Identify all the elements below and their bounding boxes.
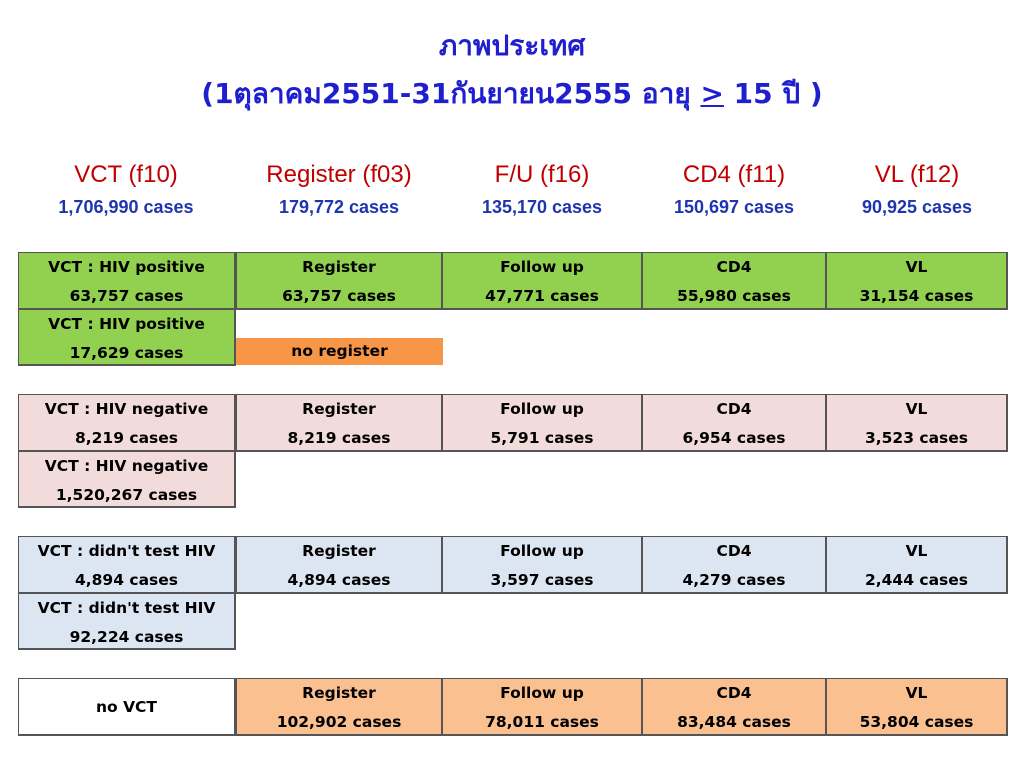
negative-cd4-cell [642, 394, 827, 452]
vct-positive-sub-label: VCT : HIV positive [48, 315, 205, 333]
summary-cd4-label: CD4 (f11) [682, 161, 786, 188]
summary-register-label: Register (f03) [266, 161, 412, 188]
novct-vl-count: 53,804 cases [859, 713, 974, 731]
positive-cd4-cell [642, 252, 827, 310]
summary-vl-label: VL (f12) [874, 161, 960, 188]
positive-followup-label: Follow up [500, 258, 584, 276]
vct-notest-label: VCT : didn't test HIV [37, 542, 216, 560]
positive-register-cell [236, 252, 443, 310]
negative-followup-label: Follow up [500, 400, 584, 418]
vct-negative-cell [18, 394, 236, 452]
summary-vl-count: 90,925 cases [861, 197, 973, 217]
no-vct-cell: no VCT [18, 678, 236, 736]
summary-vct [18, 158, 234, 222]
vct-positive-count: 63,757 cases [69, 287, 184, 305]
positive-register-label: Register [302, 258, 376, 276]
negative-register-cell [236, 394, 443, 452]
vct-negative-label: VCT : HIV negative [44, 400, 209, 418]
novct-register-count: 102,902 cases [276, 713, 402, 731]
summary-vct-label: VCT (f10) [74, 161, 178, 188]
novct-vl-cell [826, 678, 1008, 736]
summary-cd4 [642, 158, 826, 222]
greater-equal-symbol: > [700, 77, 724, 110]
novct-cd4-count: 83,484 cases [677, 713, 791, 731]
positive-vl-count: 31,154 cases [859, 287, 974, 305]
notest-cd4-cell [642, 536, 827, 594]
positive-followup-count: 47,771 cases [485, 287, 599, 305]
negative-cd4-label: CD4 [716, 400, 752, 418]
notest-register-count: 4,894 cases [287, 571, 391, 589]
notest-followup-label: Follow up [500, 542, 584, 560]
summary-followup-label: F/U (f16) [494, 161, 590, 188]
novct-vl-label: VL [905, 684, 928, 702]
positive-cd4-label: CD4 [716, 258, 752, 276]
summary-register [236, 158, 442, 222]
summary-vct-count: 1,706,990 cases [58, 197, 194, 217]
summary-row [0, 158, 1024, 228]
novct-cd4-label: CD4 [716, 684, 752, 702]
summary-followup-count: 135,170 cases [481, 197, 603, 217]
notest-vl-label: VL [905, 542, 928, 560]
vct-positive-cell [18, 252, 236, 310]
summary-followup [442, 158, 642, 222]
negative-vl-cell [826, 394, 1008, 452]
novct-cd4-cell [642, 678, 827, 736]
positive-followup-cell [442, 252, 643, 310]
negative-register-label: Register [302, 400, 376, 418]
notest-register-cell [236, 536, 443, 594]
novct-register-label: Register [302, 684, 376, 702]
negative-followup-cell [442, 394, 643, 452]
novct-followup-cell [442, 678, 643, 736]
negative-vl-label: VL [905, 400, 928, 418]
page-title: ภาพประเทศ [438, 29, 586, 62]
vct-notest-sub-label: VCT : didn't test HIV [37, 599, 216, 617]
novct-register-cell [236, 678, 443, 736]
vct-notest-sub-cell [18, 593, 236, 650]
notest-cd4-label: CD4 [716, 542, 752, 560]
positive-register-count: 63,757 cases [282, 287, 396, 305]
summary-vl [826, 158, 1008, 222]
vct-notest-cell [18, 536, 236, 594]
negative-vl-count: 3,523 cases [864, 429, 969, 447]
notest-followup-cell [442, 536, 643, 594]
vct-negative-sub-cell [18, 451, 236, 508]
novct-followup-count: 78,011 cases [485, 713, 599, 731]
notest-vl-cell [826, 536, 1008, 594]
no-register-cell: no register [236, 338, 443, 365]
summary-register-count: 179,772 cases [278, 197, 400, 217]
notest-register-label: Register [302, 542, 376, 560]
subtitle-suffix: 15 ปี ) [723, 77, 823, 110]
page-subtitle [0, 76, 1024, 112]
notest-vl-count: 2,444 cases [864, 571, 969, 589]
negative-followup-count: 5,791 cases [490, 429, 594, 447]
positive-cd4-count: 55,980 cases [677, 287, 791, 305]
vct-positive-label: VCT : HIV positive [48, 258, 205, 276]
vct-negative-sub-label: VCT : HIV negative [44, 457, 209, 475]
positive-vl-label: VL [905, 258, 928, 276]
negative-cd4-count: 6,954 cases [682, 429, 786, 447]
notest-cd4-count: 4,279 cases [682, 571, 786, 589]
subtitle-prefix: (1ตุลาคม2551-31กันยายน2555 อายุ [201, 77, 701, 110]
vct-negative-sub-count: 1,520,267 cases [55, 486, 198, 504]
vct-notest-sub-count: 92,224 cases [69, 628, 184, 646]
vct-negative-count: 8,219 cases [74, 429, 179, 447]
vct-notest-count: 4,894 cases [74, 571, 179, 589]
summary-cd4-count: 150,697 cases [673, 197, 795, 217]
positive-vl-cell [826, 252, 1008, 310]
novct-followup-label: Follow up [500, 684, 584, 702]
vct-positive-sub-count: 17,629 cases [69, 344, 184, 362]
negative-register-count: 8,219 cases [287, 429, 391, 447]
notest-followup-count: 3,597 cases [490, 571, 594, 589]
vct-positive-sub-cell [18, 309, 236, 366]
